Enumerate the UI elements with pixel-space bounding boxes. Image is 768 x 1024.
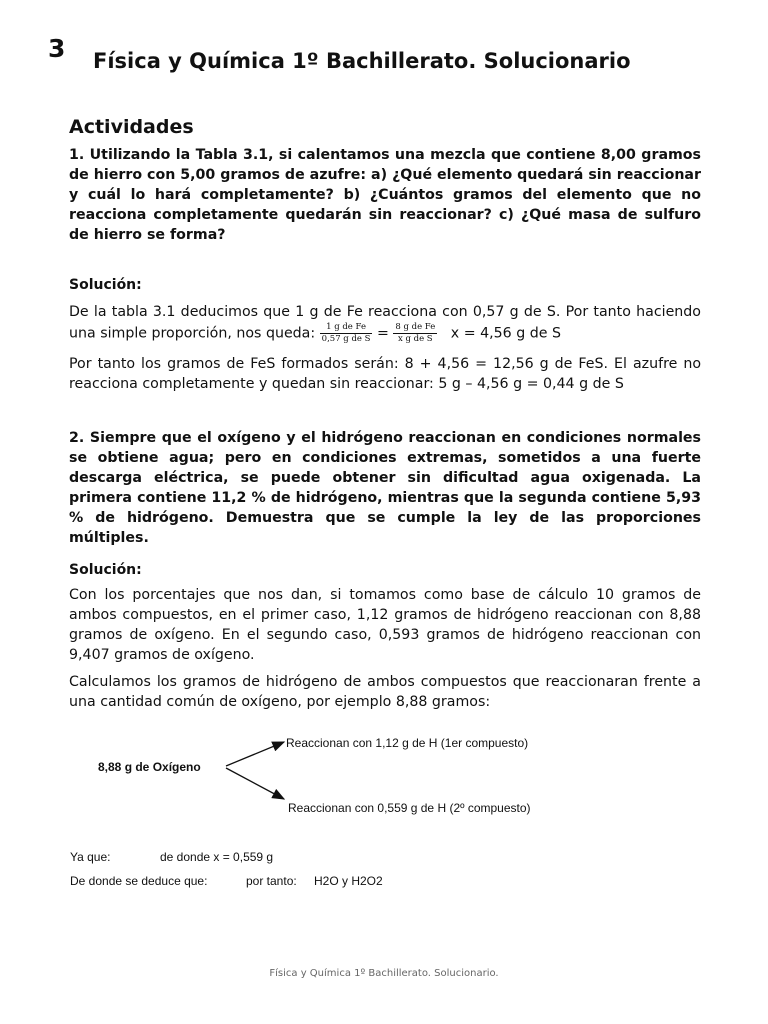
solution-label-2: Solución: (69, 562, 142, 578)
chapter-number: 3 (48, 34, 66, 63)
diagram-top-label: Reaccionan con 1,12 g de H (1er compuesto) (286, 736, 529, 750)
solution-1-paragraph-1 (69, 302, 701, 345)
conclusion-por-tanto: por tanto: (246, 874, 297, 888)
conclusion-formulas: H2O y H2O2 (314, 874, 383, 888)
solution-label-1: Solución: (69, 277, 142, 293)
fraction-fe-x (393, 322, 437, 345)
fraction-fe-s (320, 322, 373, 345)
solution-1-result: x = 4,56 g de S (450, 325, 561, 342)
conclusion-x-value: de donde x = 0,559 g (160, 850, 274, 864)
solution-2-paragraph-1: Con los porcentajes que nos dan, si tomamos como base de cálculo 10 gramos de ambos compuestos, en el primer caso, 1,12 gramos de hidrógeno reaccionan con 8,88 gramos de oxígeno. En el segundo caso, 0,593 gramos de hidrógeno reaccionan con 9,407 gramos de oxígeno. (69, 587, 701, 663)
question-2: 2. Siempre que el oxígeno y el hidrógeno reaccionan en condiciones normales se obtiene agua; pero en condiciones extremas, sometidos a una fuerte descarga eléctrica, se puede obtener sin dificultad agua oxigenada. La primera contiene 11,2 % de hidrógeno, mientras que la segunda contiene 5,93 % de hidrógeno. Demuestra que se cumple la ley de las proporciones múltiples. (69, 430, 701, 546)
page-footer: Física y Química 1º Bachillerato. Solucionario. (269, 968, 499, 979)
solution-1-paragraph-2: Por tanto los gramos de FeS formados serán: 8 + 4,56 = 12,56 g de FeS. El azufre no reacciona completamente y quedan sin reaccionar: 5 g – 4,56 g = 0,44 g de S (69, 356, 701, 392)
diagram-source-label: 8,88 g de Oxígeno (98, 760, 201, 774)
solution-2-paragraph-2: Calculamos los gramos de hidrógeno de ambos compuestos que reaccionaran frente a una cantidad común de oxígeno, por ejemplo 8,88 gramos: (69, 674, 701, 710)
fraction-2-denominator: x g de S (398, 334, 433, 344)
arrow-up (226, 742, 284, 766)
equals-sign: = (376, 325, 389, 342)
conclusion-deduce: De donde se deduce que: (70, 874, 208, 888)
diagram-bottom-label: Reaccionan con 0,559 g de H (2º compuesto) (288, 801, 531, 815)
page-title: Física y Química 1º Bachillerato. Solucionario (93, 49, 631, 73)
section-title: Actividades (69, 116, 194, 138)
fraction-2-numerator: 8 g de Fe (395, 322, 436, 332)
solution-1-text: De la tabla 3.1 deducimos que 1 g de Fe reacciona con 0,57 g de S. Por tanto haciendo una simple proporción, nos queda: (69, 304, 701, 342)
fraction-1-denominator: 0,57 g de S (321, 334, 371, 344)
fraction-1-numerator: 1 g de Fe (320, 322, 373, 334)
question-1: 1. Utilizando la Tabla 3.1, si calentamos una mezcla que contiene 8,00 gramos de hierro con 5,00 gramos de azufre: a) ¿Qué elemento quedará sin reaccionar y cuál lo hará completamente? b) ¿Cuántos gramos del elemento que no reacciona completamente quedarán sin reaccionar? c) ¿Qué masa de sulfuro de hierro se forma? (69, 147, 701, 243)
conclusion-ya-que: Ya que: (70, 850, 111, 864)
arrow-down (226, 768, 284, 799)
